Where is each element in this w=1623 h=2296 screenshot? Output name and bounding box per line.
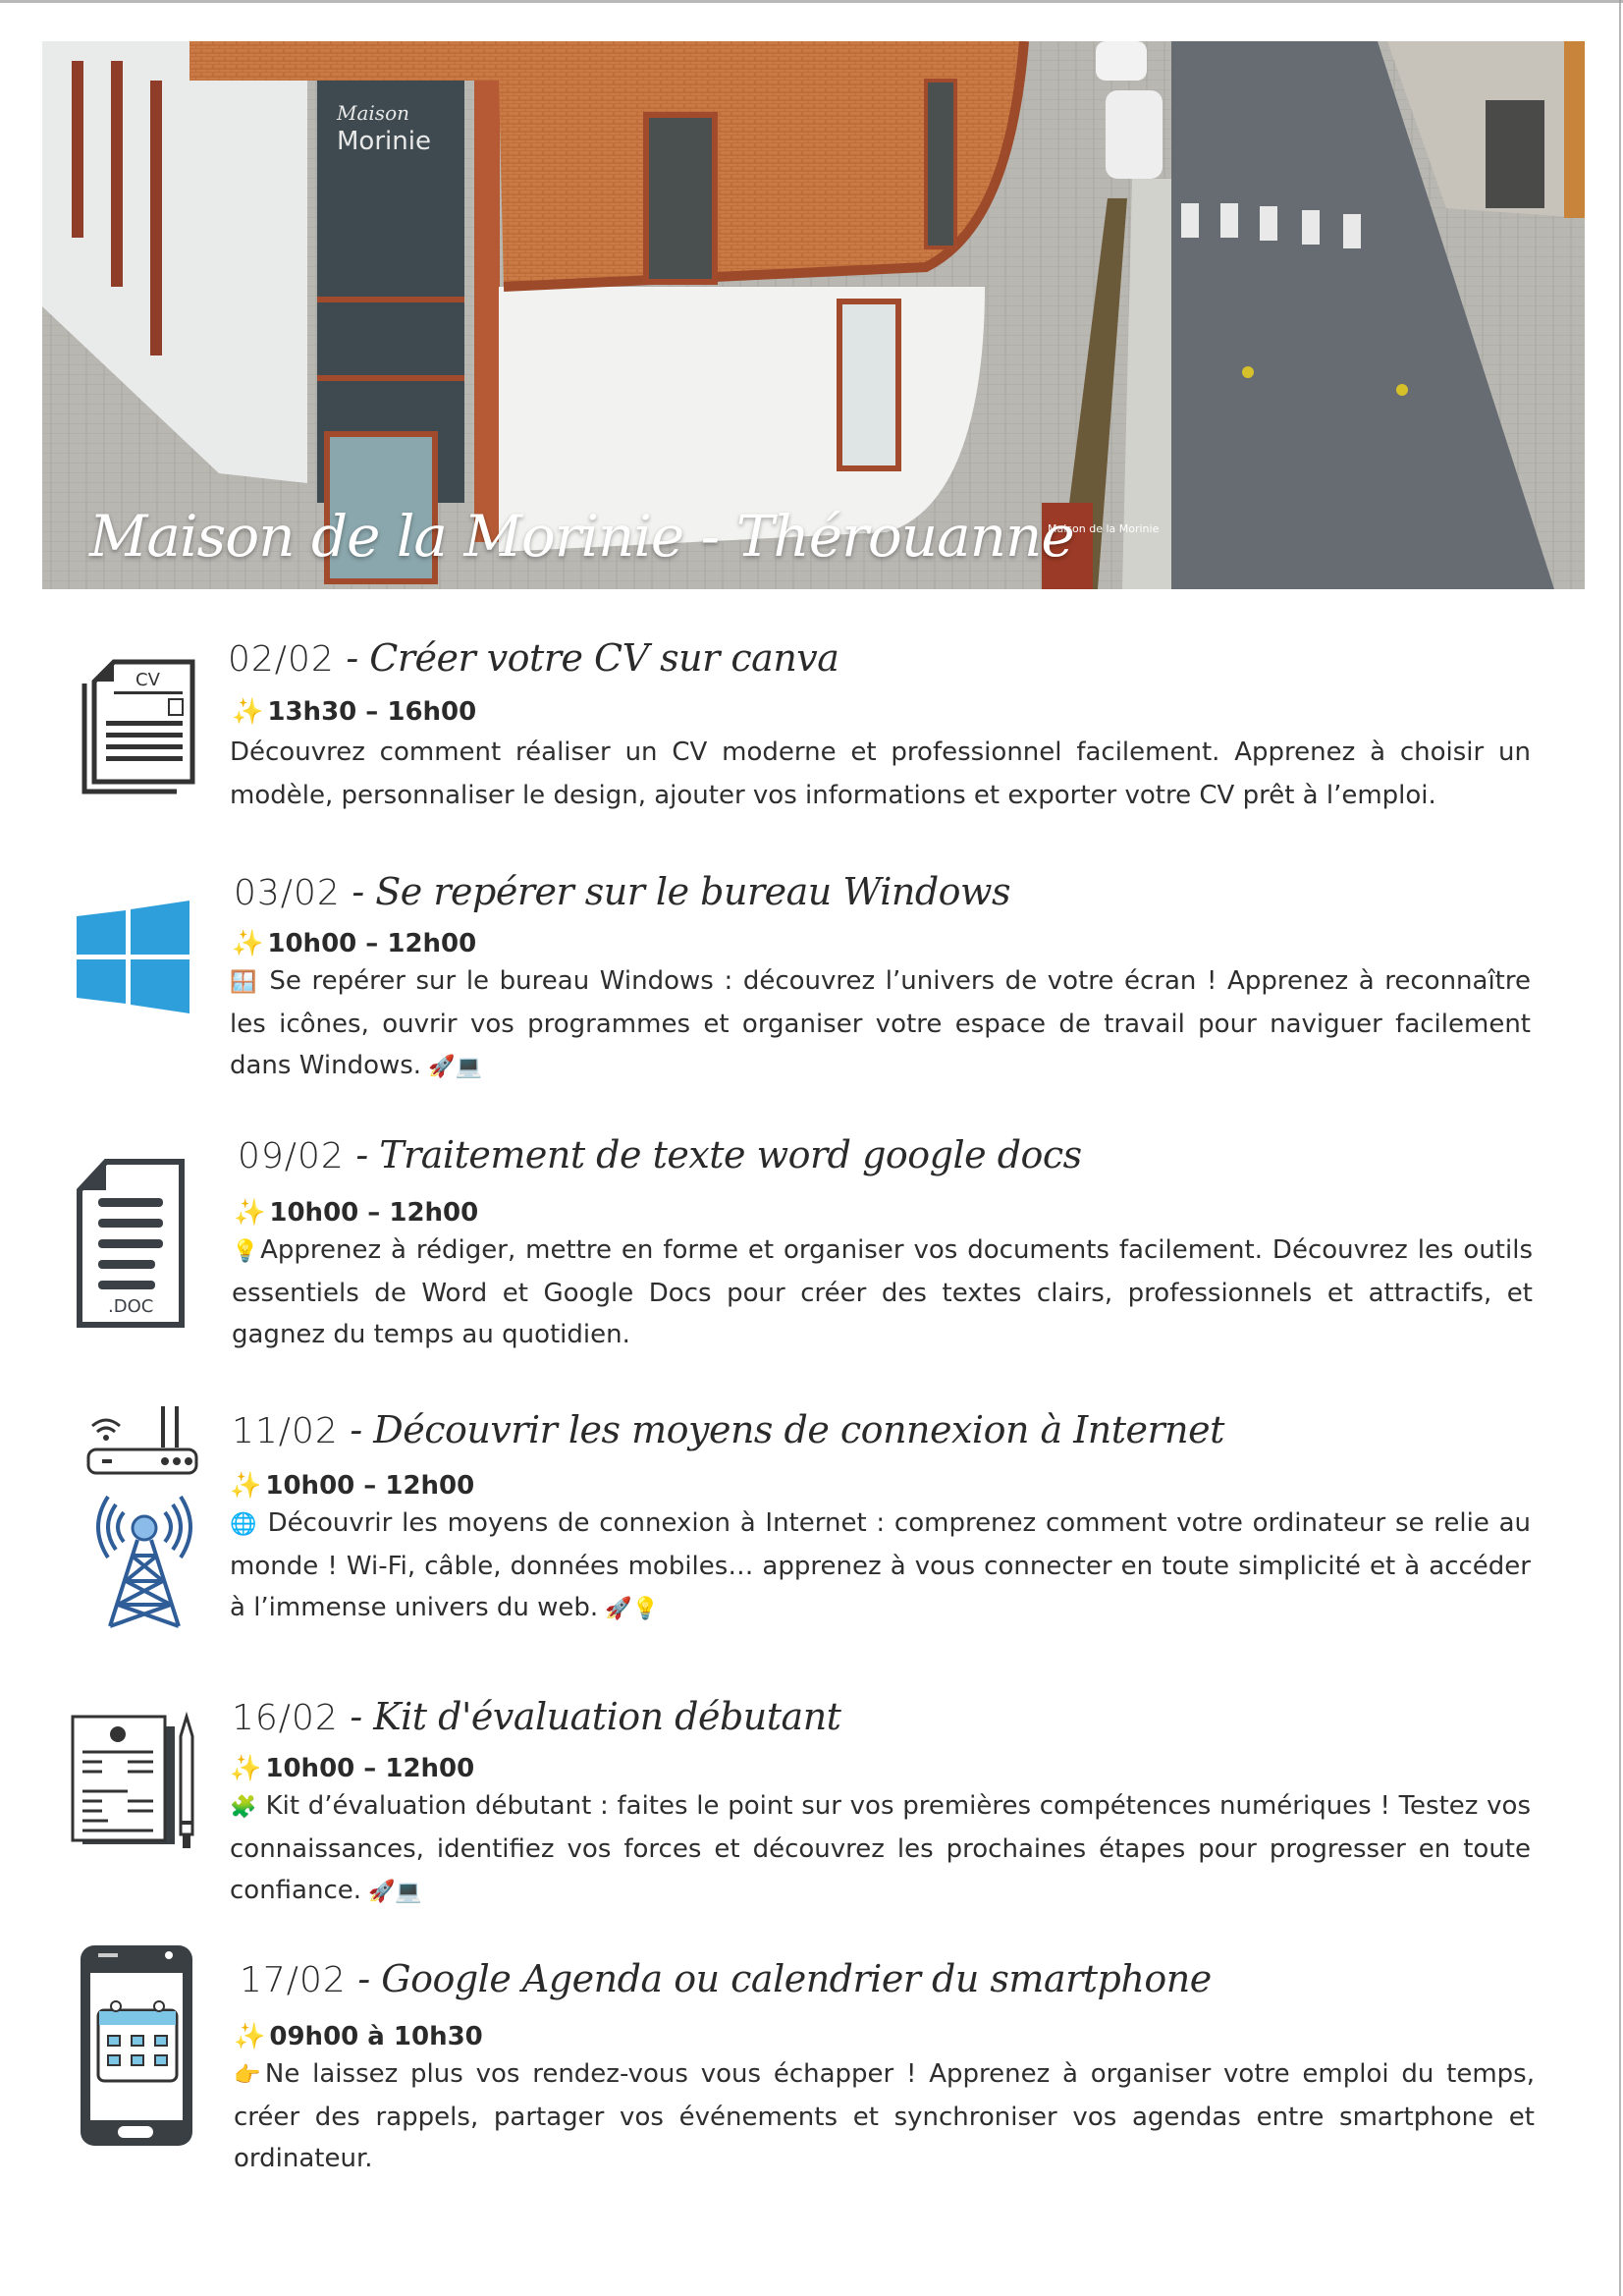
event-time: ✨ 10h00 – 12h00	[232, 929, 477, 958]
sparkles-icon: ✨	[234, 2022, 266, 2051]
event-date: 09/02	[238, 1136, 345, 1176]
event-name: Traitement de texte word google docs	[379, 1133, 1082, 1176]
sparkles-icon: ✨	[230, 1754, 262, 1783]
event-time: ✨ 13h30 – 16h00	[232, 697, 477, 727]
evaluation-form-pencil-icon	[69, 1711, 216, 1858]
svg-text:Maison: Maison	[337, 101, 409, 125]
event-time: ✨ 10h00 – 12h00	[230, 1754, 475, 1783]
sparkles-icon: ✨	[230, 1471, 262, 1501]
event-description: Découvrez comment réaliser un CV moderne et professionnel facilement. Apprenez à choisir un modèle, personnaliser le design, ajouter vos informations et exporter votre CV prêt à l’emploi.	[230, 738, 1531, 810]
banner-photo	[42, 41, 1585, 589]
event-name: Se repérer sur le bureau Windows	[375, 870, 1011, 913]
event-name: Kit d'évaluation débutant	[373, 1695, 841, 1738]
sparkles-icon: ✨	[232, 697, 264, 727]
globe-emoji-icon: 🌐	[230, 1512, 258, 1537]
event-date: 03/02	[234, 873, 341, 913]
lightbulb-emoji-icon: 💡	[232, 1239, 261, 1264]
event-description: 💡Apprenez à rédiger, mettre en forme et organiser vos documents facilement. Découvrez les outils essentiels de Word et Google Docs pour créer des textes clairs, professionnels et attractifs, et gagnez du temps au quotidien.	[232, 1235, 1533, 1349]
puzzle-emoji-icon: 🧩	[230, 1795, 257, 1820]
event-description: 🌐 Découvrir les moyens de connexion à Internet : comprenez comment votre ordinateur se relie au monde ! Wi-Fi, câble, données mobiles… apprenez à vous connecter en toute simplicité et à accéder à l’immense univers du web. 🚀💡	[230, 1508, 1531, 1622]
event-name: Découvrir les moyens de connexion à Internet	[373, 1408, 1224, 1451]
event-date: 02/02	[228, 639, 335, 680]
event-description: 🪟 Se repérer sur le bureau Windows : découvrez l’univers de votre écran ! Apprenez à reconnaître les icônes, ouvrir vos programmes et organiser votre espace de travail pour naviguer facilement dans Windows. 🚀💻	[230, 966, 1531, 1080]
event-title: 02/02 - Créer votre CV sur canva	[228, 636, 839, 680]
event-date: 11/02	[232, 1411, 339, 1451]
svg-text:.DOC: .DOC	[108, 1296, 154, 1317]
pointing-hand-emoji-icon: 👉	[234, 2063, 265, 2088]
event-title: 09/02 - Traitement de texte word google docs	[238, 1133, 1082, 1176]
event-title: 11/02 - Découvrir les moyens de connexion à Internet	[232, 1408, 1224, 1451]
event-description: 👉Ne laissez plus vos rendez-vous vous échapper ! Apprenez à organiser votre emploi du temps, créer des rappels, partager vos événements et synchroniser vos agendas entre smartphone et ordinateur.	[234, 2059, 1535, 2173]
windows-logo-icon	[77, 901, 189, 1013]
scan-edge-right	[1619, 0, 1621, 2296]
scan-edge-top	[0, 0, 1623, 3]
event-time: ✨ 10h00 – 12h00	[234, 1198, 479, 1228]
event-title: 16/02 - Kit d'évaluation débutant	[232, 1695, 841, 1738]
svg-text:Maison de la Morinie: Maison de la Morinie	[1048, 522, 1160, 535]
event-title: 17/02 - Google Agenda ou calendrier du smartphone	[240, 1957, 1212, 2000]
banner-caption: Maison de la Morinie - Thérouanne	[89, 503, 1074, 570]
cv-document-icon	[79, 658, 196, 795]
event-date: 17/02	[240, 1960, 347, 2000]
wifi-router-icon	[84, 1406, 202, 1475]
window-emoji-icon: 🪟	[230, 970, 259, 995]
svg-text:CV: CV	[135, 670, 160, 690]
rocket-lightbulb-emoji-icon: 🚀💡	[598, 1597, 659, 1621]
event-time: ✨ 09h00 à 10h30	[234, 2022, 483, 2051]
svg-text:Morinie: Morinie	[337, 127, 431, 156]
sparkles-icon: ✨	[234, 1198, 266, 1228]
event-time: ✨ 10h00 – 12h00	[230, 1471, 475, 1501]
cell-tower-icon	[90, 1493, 198, 1630]
event-name: Créer votre CV sur canva	[369, 636, 839, 680]
smartphone-calendar-icon	[79, 1943, 196, 2150]
event-name: Google Agenda ou calendrier du smartphone	[381, 1957, 1212, 2000]
rocket-laptop-emoji-icon: 🚀💻	[361, 1880, 422, 1904]
doc-file-icon	[77, 1159, 185, 1328]
event-title: 03/02 - Se repérer sur le bureau Windows	[234, 870, 1011, 913]
event-date: 16/02	[232, 1698, 339, 1738]
sparkles-icon: ✨	[232, 929, 264, 958]
event-description: 🧩 Kit d’évaluation débutant : faites le point sur vos premières compétences numériques ! Testez vos connaissances, identifiez vos forces et découvrez les prochaines étapes pour progresser en toute confiance. 🚀💻	[230, 1791, 1531, 1905]
rocket-laptop-emoji-icon: 🚀💻	[421, 1055, 482, 1079]
